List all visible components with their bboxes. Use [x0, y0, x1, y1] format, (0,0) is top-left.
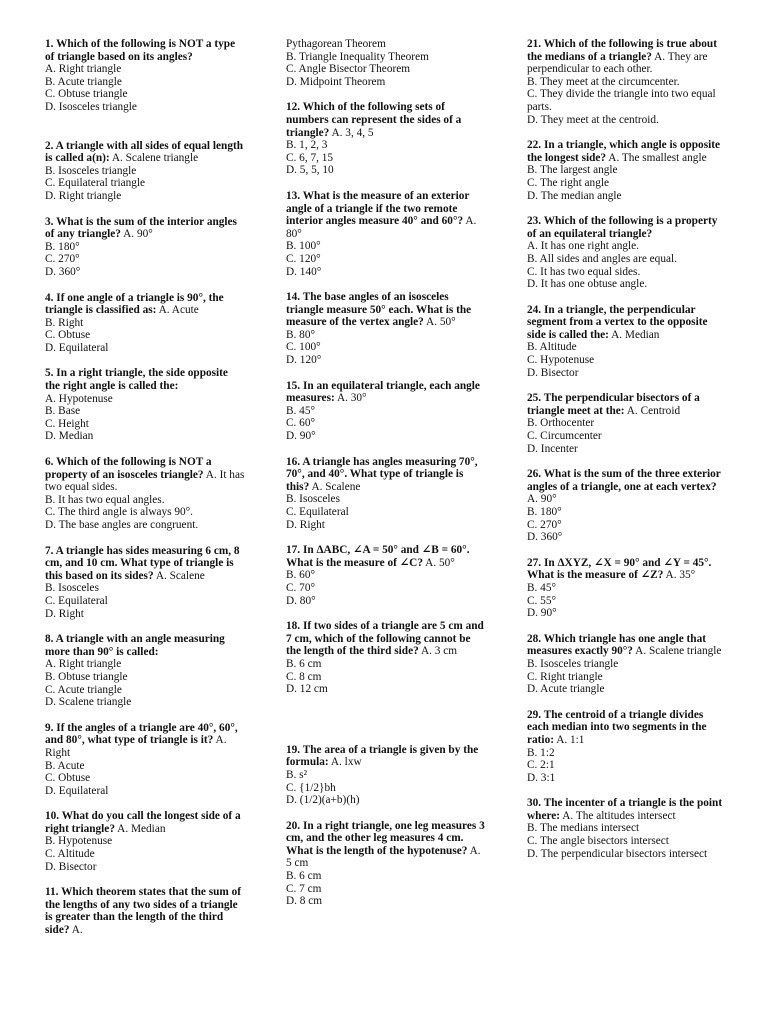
- question-stem: 18. If two sides of a triangle are 5 cm and 7 cm, which of the following cannot be the length of the third side?: [286, 620, 484, 658]
- question-text: [286, 544, 486, 569]
- answer-option: B. They meet at the circumcenter.: [527, 75, 680, 88]
- question-block: [527, 139, 727, 202]
- question-stem: 29. The centroid of a triangle divides each median into two segments in the ratio:: [527, 708, 707, 746]
- answer-option: C. Right triangle: [527, 670, 603, 683]
- answer-option: B. Right: [45, 316, 84, 329]
- answer-option: B. Altitude: [527, 341, 577, 354]
- answer-option: D. 140°: [286, 265, 322, 278]
- column-2: [286, 38, 486, 908]
- answer-option: B. 1, 2, 3: [286, 139, 328, 152]
- answer-option: B. Acute: [45, 759, 85, 772]
- question-block: [527, 38, 727, 126]
- answer-option: B. Hypotenuse: [45, 835, 113, 848]
- question-text: [45, 367, 245, 392]
- question-text: [286, 291, 486, 329]
- question-stem: 22. In a triangle, which angle is opposite the longest side?: [527, 139, 721, 164]
- question-text: [527, 215, 727, 240]
- question-text: [527, 468, 727, 506]
- question-stem: 25. The perpendicular bisectors of a triangle meet at the:: [527, 392, 700, 417]
- answer-option: B. 6 cm: [286, 870, 322, 883]
- question-block: [45, 140, 245, 203]
- option-a: A. Right: [45, 734, 227, 759]
- question-block: [286, 456, 486, 532]
- question-block: [286, 380, 486, 443]
- question-stem: 1. Which of the following is NOT a type of triangle based on its angles?: [45, 38, 236, 63]
- answer-option: C. Equilateral: [286, 506, 349, 518]
- answer-option: D. 90°: [527, 607, 557, 620]
- option-a: A. Scalene triangle: [635, 645, 722, 658]
- answer-option: A. Right triangle: [45, 63, 122, 76]
- answer-option: D. The median angle: [527, 189, 622, 202]
- question-block: [286, 291, 486, 367]
- question-stem: 10. What do you call the longest side of a right triangle?: [45, 810, 241, 835]
- answer-option: C. 2:1: [527, 759, 555, 772]
- question-block: [527, 304, 727, 380]
- question-block: [286, 38, 486, 88]
- answer-option: A. Hypotenuse: [45, 392, 113, 405]
- question-block: [286, 544, 486, 607]
- answer-option: C. Height: [45, 417, 89, 430]
- answer-option: D. Bisector: [527, 366, 579, 379]
- answer-option: D. Scalene triangle: [45, 696, 132, 709]
- question-text: [527, 38, 727, 76]
- question-block: [45, 633, 245, 709]
- option-a: A. Scalene: [155, 569, 205, 582]
- answer-option: C. Angle Bisector Theorem: [286, 63, 411, 76]
- answer-option: B. Isosceles triangle: [527, 657, 619, 670]
- answer-option: B. 180°: [45, 240, 80, 253]
- answer-option: C. 270°: [45, 253, 80, 266]
- option-a: A. 80°: [286, 215, 477, 240]
- answer-option: B. All sides and angles are equal.: [527, 252, 677, 265]
- answer-option: D. The perpendicular bisectors intersect: [527, 847, 708, 860]
- answer-option: B. 6 cm: [286, 657, 322, 670]
- answer-option: D. The base angles are congruent.: [45, 519, 199, 531]
- answer-option: B. Orthocenter: [527, 417, 595, 430]
- question-text: [286, 380, 486, 405]
- answer-option: C. Obtuse: [45, 329, 91, 342]
- answer-option: D. 80°: [286, 594, 316, 607]
- answer-option: B. Isosceles: [286, 493, 340, 506]
- question-stem: 17. In ΔABC, ∠A = 50° and ∠B = 60°. What is the measure of ∠C?: [286, 544, 470, 569]
- question-stem: 2. A triangle with all sides of equal length is called a(n):: [45, 139, 244, 165]
- answer-option: C. They divide the triangle into two equal parts.: [527, 88, 716, 113]
- answer-option: C. Equilateral triangle: [45, 177, 146, 190]
- question-stem: 13. What is the measure of an exterior angle of a triangle if the two remote interior angles measure 40° and 60°?: [286, 189, 470, 228]
- answer-option: D. Incenter: [527, 442, 578, 455]
- answer-option: A. It has one right angle.: [527, 240, 639, 253]
- option-a: A. The smallest angle: [608, 151, 707, 164]
- question-text: [527, 557, 727, 582]
- question-stem: 15. In an equilateral triangle, each angle measures:: [286, 379, 480, 405]
- question-block: [286, 820, 486, 908]
- question-text: [527, 304, 727, 342]
- answer-option: C. 70°: [286, 581, 315, 594]
- answer-option: C. The angle bisectors intersect: [527, 835, 669, 848]
- question-block: [527, 392, 727, 455]
- answer-option: B. Triangle Inequality Theorem: [286, 50, 429, 63]
- answer-option: C. Equilateral: [45, 594, 108, 607]
- question-text: [286, 744, 486, 769]
- question-block: [286, 744, 486, 807]
- question-stem: 24. In a triangle, the perpendicular segment from a vertex to the opposite side is called the:: [527, 303, 708, 341]
- option-a: A. 3, 4, 5: [331, 126, 374, 139]
- answer-option: B. 100°: [286, 240, 321, 253]
- option-a: A. The altitudes intersect: [562, 809, 676, 822]
- question-block: [286, 101, 486, 177]
- answer-option: C. Altitude: [45, 848, 95, 861]
- question-block: [45, 722, 245, 798]
- option-a: A. Scalene: [311, 480, 361, 493]
- question-block: [45, 292, 245, 355]
- question-text: [286, 820, 486, 870]
- question-text: [286, 190, 486, 240]
- answer-option: D. 8 cm: [286, 895, 323, 908]
- answer-option: D. 12 cm: [286, 683, 328, 696]
- answer-option: C. 55°: [527, 594, 556, 607]
- column-3: [527, 38, 727, 860]
- answer-option: D. 3:1: [527, 771, 556, 784]
- answer-option: D. 120°: [286, 354, 322, 367]
- option-a: A. Centroid: [626, 404, 681, 417]
- answer-option: C. Obtuse triangle: [45, 88, 128, 101]
- question-text: [527, 139, 727, 164]
- answer-option: C. 7 cm: [286, 882, 322, 895]
- option-a: A. 50°: [426, 316, 456, 329]
- question-text: [45, 140, 245, 165]
- question-block: [527, 215, 727, 291]
- option-a: A. It has two equal sides.: [45, 468, 245, 494]
- answer-option: B. 1:2: [527, 746, 555, 759]
- column-1: [45, 38, 245, 937]
- question-block: [45, 886, 245, 936]
- question-text: [45, 292, 245, 317]
- answer-option: D. Equilateral: [45, 784, 109, 797]
- question-text: [527, 797, 727, 822]
- answer-option: Pythagorean Theorem: [286, 38, 386, 50]
- option-a: A. 3 cm: [420, 645, 458, 658]
- answer-option: C. It has two equal sides.: [527, 265, 641, 278]
- answer-option: B. s²: [286, 768, 307, 781]
- answer-option: D. 5, 5, 10: [286, 164, 334, 177]
- question-stem: 16. A triangle has angles measuring 70°, 70°, and 40°. What type of triangle is this?: [286, 455, 478, 493]
- question-text: [45, 456, 245, 494]
- question-stem: 23. Which of the following is a property of an equilateral triangle?: [527, 215, 718, 240]
- option-a: A. Scalene triangle: [111, 152, 199, 165]
- question-text: [286, 620, 486, 658]
- answer-option: C. 270°: [527, 518, 562, 531]
- question-text: [527, 392, 727, 417]
- option-a: A. Acute: [158, 304, 199, 317]
- question-text: [45, 216, 245, 241]
- question-stem: 20. In a right triangle, one leg measures 3 cm, and the other leg measures 4 cm. What is the length of the hypotenuse?: [286, 819, 485, 857]
- option-a: A. 35°: [665, 569, 696, 582]
- answer-option: C. 120°: [286, 252, 321, 265]
- answer-option: D. 360°: [527, 531, 563, 544]
- question-block: [527, 633, 727, 696]
- answer-option: C. Hypotenuse: [527, 354, 595, 367]
- answer-option: C. The third angle is always 90°.: [45, 506, 194, 519]
- question-text: [527, 709, 727, 747]
- question-block: [45, 545, 245, 621]
- question-stem: 14. The base angles of an isosceles triangle measure 50° each. What is the measure of the vertex angle?: [286, 291, 472, 329]
- question-text: [45, 810, 245, 835]
- question-stem: 26. What is the sum of the three exterior angles of a triangle, one at each vertex?: [527, 468, 721, 493]
- answer-option: C. 60°: [286, 417, 315, 430]
- answer-option: C. 6, 7, 15: [286, 151, 334, 164]
- answer-option: C. Circumcenter: [527, 430, 602, 443]
- answer-option: B. Isosceles triangle: [45, 164, 137, 177]
- question-stem: 19. The area of a triangle is given by the formula:: [286, 743, 479, 769]
- option-a: A. 90°: [527, 493, 557, 506]
- answer-option: B. 180°: [527, 506, 562, 518]
- question-block: [286, 620, 486, 696]
- option-a: A. They are perpendicular to each other.: [527, 50, 708, 76]
- question-block: [45, 456, 245, 532]
- answer-option: D. It has one obtuse angle.: [527, 278, 648, 291]
- answer-option: D. Acute triangle: [527, 683, 605, 696]
- question-block: [527, 468, 727, 544]
- option-a: A. 30°: [336, 392, 367, 405]
- answer-option: C. The right angle: [527, 176, 609, 189]
- answer-option: B. 45°: [527, 581, 556, 594]
- answer-option: D. Isosceles triangle: [45, 100, 137, 113]
- answer-option: A. Right triangle: [45, 658, 122, 671]
- option-a: A. Median: [611, 328, 660, 341]
- question-text: [45, 633, 245, 658]
- question-text: [45, 545, 245, 583]
- question-block: [45, 38, 245, 114]
- question-stem: 5. In a right triangle, the side opposite the right angle is called the:: [45, 367, 228, 393]
- question-stem: 30. The incenter of a triangle is the point where:: [527, 797, 723, 822]
- question-block: [45, 810, 245, 873]
- question-stem: 21. Which of the following is true about the medians of a triangle?: [527, 38, 717, 63]
- question-stem: 8. A triangle with an angle measuring more than 90° is called:: [45, 633, 225, 658]
- question-text: [45, 886, 245, 936]
- question-stem: 6. Which of the following is NOT a property of an isosceles triangle?: [45, 456, 212, 481]
- answer-option: D. They meet at the centroid.: [527, 113, 659, 126]
- question-block: [527, 709, 727, 785]
- answer-option: C. 8 cm: [286, 670, 322, 683]
- question-stem: 3. What is the sum of the interior angles of any triangle?: [45, 215, 237, 241]
- answer-option: B. The largest angle: [527, 164, 618, 177]
- question-stem: 4. If one angle of a triangle is 90°, the triangle is classified as:: [45, 291, 224, 317]
- question-block: [286, 190, 486, 278]
- option-a: A. lxw: [330, 756, 362, 769]
- answer-option: B. Isosceles: [45, 582, 99, 595]
- question-stem: 27. In ΔXYZ, ∠X = 90° and ∠Y = 45°. What is the measure of ∠Z?: [527, 556, 712, 582]
- question-block: [527, 557, 727, 620]
- option-a: A. 50°: [425, 556, 455, 569]
- answer-option: D. 90°: [286, 430, 316, 443]
- question-text: [45, 38, 245, 63]
- answer-option: C. {1/2}bh: [286, 781, 336, 794]
- option-a: A. Median: [117, 822, 166, 835]
- question-text: [286, 456, 486, 494]
- answer-option: C. Acute triangle: [45, 683, 122, 696]
- question-stem: 7. A triangle has sides measuring 6 cm, 8 cm, and 10 cm. What type of triangle is this based on its sides?: [45, 544, 240, 582]
- answer-option: D. (1/2)(a+b)(h): [286, 794, 360, 807]
- answer-option: B. 60°: [286, 569, 315, 582]
- answer-option: C. 100°: [286, 341, 321, 354]
- question-stem: 12. Which of the following sets of numbers can represent the sides of a triangle?: [286, 101, 462, 139]
- answer-option: D. Right: [45, 607, 84, 620]
- option-a: A.: [71, 924, 83, 937]
- question-block: [527, 797, 727, 860]
- question-stem: 28. Which triangle has one angle that measures exactly 90°?: [527, 632, 706, 658]
- answer-option: B. 80°: [286, 328, 315, 341]
- question-stem: 9. If the angles of a triangle are 40°, 60°, and 80°, what type of triangle is it?: [45, 721, 238, 747]
- answer-option: B. It has two equal angles.: [45, 493, 165, 506]
- question-block: [45, 367, 245, 443]
- answer-option: D. Equilateral: [45, 341, 109, 354]
- question-text: [527, 633, 727, 658]
- option-a: A. 90°: [123, 228, 153, 241]
- answer-option: C. Obtuse: [45, 772, 91, 785]
- answer-option: B. Obtuse triangle: [45, 670, 128, 683]
- answer-option: B. 45°: [286, 404, 315, 417]
- question-text: [45, 722, 245, 760]
- answer-option: D. Bisector: [45, 860, 97, 873]
- answer-option: D. 360°: [45, 265, 81, 278]
- answer-option: D. Right triangle: [45, 189, 122, 202]
- option-a: A. 5 cm: [286, 844, 481, 870]
- question-stem: 11. Which theorem states that the sum of the lengths of any two sides of a triangle is greater than the length of the third side?: [45, 886, 242, 937]
- answer-option: B. The medians intersect: [527, 822, 640, 835]
- question-text: [286, 101, 486, 139]
- answer-option: B. Base: [45, 405, 81, 418]
- option-a: A. 1:1: [556, 733, 585, 746]
- question-block: [45, 216, 245, 279]
- answer-option: D. Midpoint Theorem: [286, 75, 386, 88]
- answer-option: B. Acute triangle: [45, 75, 122, 88]
- answer-option: D. Median: [45, 430, 94, 443]
- answer-option: D. Right: [286, 518, 325, 531]
